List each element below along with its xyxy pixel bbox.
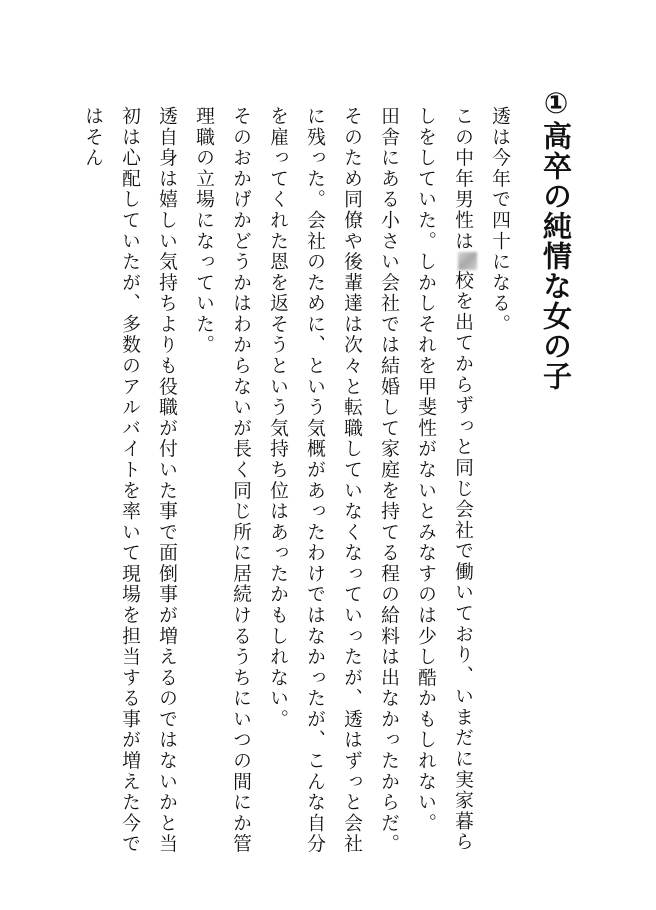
chapter-title: ①高卒の純情な女の子 [539, 86, 573, 391]
paragraph-5 [185, 106, 259, 856]
paragraph-text: 透自身は嬉しい気持ちよりも役職が付いた事で面倒事が増えるのではないかと当初は心配していたが、多数のアルバイトを率いて現場を担当する事が増えた今ではそん [82, 106, 177, 855]
paragraph-text: この中年男性は [452, 106, 473, 252]
body-text [74, 106, 518, 856]
paragraph-text: 田舎にある小さい会社では結婚して家庭を持てる程の給料は出なかったからだ。 [378, 106, 399, 855]
paragraph-3 [370, 106, 407, 856]
paragraph-text: そのため同僚や後輩達は次々と転職していなくなっていったが、透はずっと会社に残った。会社のために、という気概があったわけではなかったが、こんな自分を雇ってくれた恩を返そうという気持ち位はあったかもしれない。 [267, 106, 362, 855]
paragraph-text: 校を出てからずっと同じ会社で働いており、いまだに実家暮らしをしていた。しかしそれを甲斐性がないとみなすのは少し酷かもしれない。 [415, 106, 473, 853]
paragraph-6 [74, 106, 185, 856]
redacted-character [458, 252, 477, 271]
paragraph-text: 透は今年で四十になる。 [489, 106, 510, 335]
paragraph-1 [481, 106, 518, 856]
paragraph-2 [407, 106, 481, 856]
paragraph-4 [259, 106, 370, 856]
paragraph-text: そのおかげかどうかはわからないが長く同じ所に居続けるうちにいつの間にか管理職の立場になっていた。 [193, 106, 251, 855]
